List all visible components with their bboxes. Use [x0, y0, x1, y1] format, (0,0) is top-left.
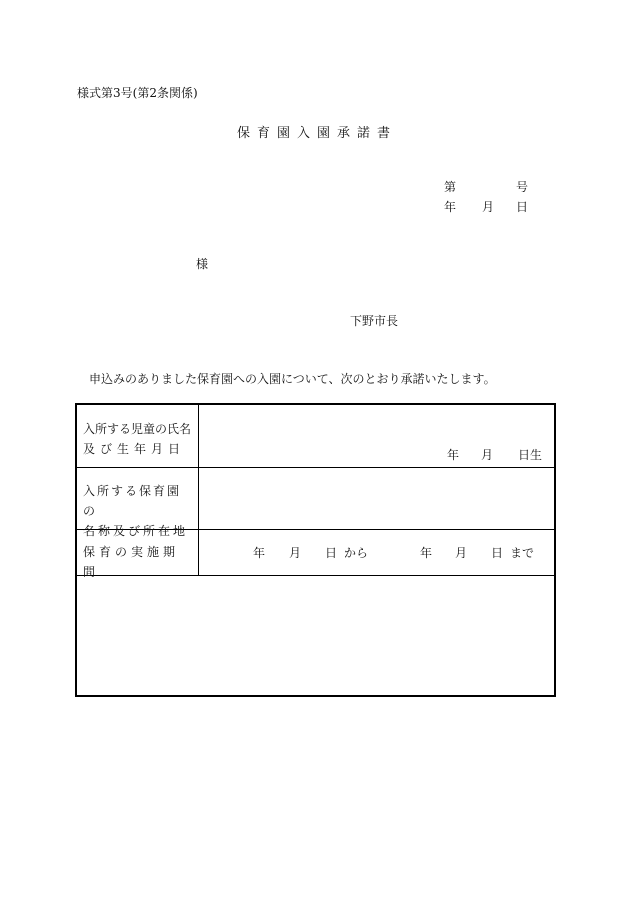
label-text: 入所する保育園の [83, 484, 182, 518]
label-line [83, 521, 193, 541]
nursery-name-address-label [83, 481, 193, 541]
label-line [83, 439, 193, 459]
form-number: 様式第3号(第2条関係) [77, 86, 198, 100]
intro-text: 申込みのありました保育園への入園について、次のとおり承諾いたします。 [89, 372, 496, 386]
label-text: 入所する児童の氏名 [83, 422, 192, 436]
label-text: 及び生年月日 [83, 442, 186, 456]
issue-date-month: 月 [482, 200, 495, 214]
period-start-year: 年 [253, 546, 266, 560]
document-number-prefix: 第 [444, 180, 457, 194]
period-start-day: 日 [325, 546, 338, 560]
label-text: 保育の実施期間 [83, 545, 180, 579]
approval-form-table [75, 403, 556, 697]
label-line [83, 419, 193, 439]
child-name-birthdate-label [83, 419, 193, 459]
issuer-name: 下野市長 [350, 314, 399, 328]
birth-day-label: 日生 [518, 448, 543, 462]
period-end-month: 月 [455, 546, 468, 560]
document-title: 保育園入園承諾書 [237, 126, 398, 141]
remarks-area [77, 576, 554, 695]
row-divider [77, 467, 554, 468]
addressee-honorific: 様 [196, 257, 209, 271]
document-number-suffix: 号 [516, 180, 529, 194]
period-until: まで [510, 546, 535, 560]
label-text: 名称及び所在地 [83, 524, 189, 538]
issue-date-year: 年 [444, 200, 457, 214]
period-end-year: 年 [420, 546, 433, 560]
period-start-month: 月 [289, 546, 302, 560]
issue-date-day: 日 [516, 200, 529, 214]
period-end-day: 日 [491, 546, 504, 560]
label-column-divider [198, 405, 199, 575]
birth-month-label: 月 [481, 448, 494, 462]
period-from: から [344, 546, 369, 560]
label-line [83, 481, 193, 521]
birth-year-label: 年 [447, 448, 460, 462]
